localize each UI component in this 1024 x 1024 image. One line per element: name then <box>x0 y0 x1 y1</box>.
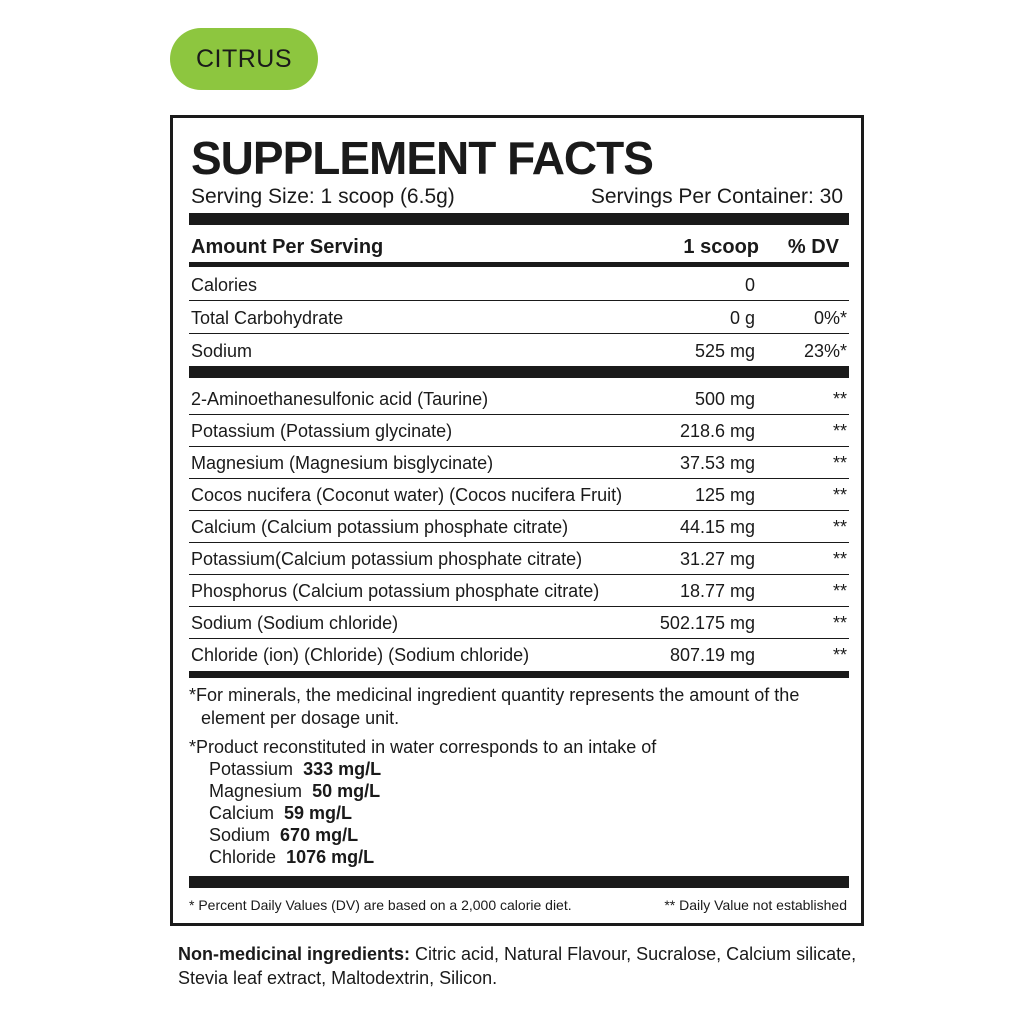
dv-footnote: * Percent Daily Values (DV) are based on a 2,000 calorie diet. <box>189 897 572 913</box>
reconstituted-value: 1076 mg/L <box>286 847 375 867</box>
ingredient-name: Cocos nucifera (Coconut water) (Cocos nucifera Fruit) <box>191 485 623 505</box>
thick-divider <box>189 213 849 225</box>
nutrient-row <box>189 303 849 333</box>
ingredient-dv: ** <box>832 389 847 409</box>
reconstituted-item <box>209 758 381 780</box>
ingredient-dv: ** <box>832 645 847 665</box>
reconstituted-value: 59 mg/L <box>284 803 353 823</box>
header-divider <box>189 262 849 267</box>
not-established-footnote: ** Daily Value not established <box>664 897 847 913</box>
ingredient-row <box>189 576 849 606</box>
servings-per-container: Servings Per Container: 30 <box>590 185 843 208</box>
ingredient-amount: 18.77 mg <box>679 581 755 601</box>
header-scoop: 1 scoop <box>683 236 759 258</box>
serving-size: Serving Size: 1 scoop (6.5g) <box>191 185 455 208</box>
ingredient-dv: ** <box>832 485 847 505</box>
nutrient-dv: 23%* <box>803 341 847 361</box>
thick-divider <box>189 671 849 678</box>
ingredient-dv: ** <box>832 453 847 473</box>
ingredient-row <box>189 448 849 478</box>
row-divider <box>189 333 849 334</box>
header-dv: % DV <box>787 236 839 258</box>
nutrient-name: Total Carbohydrate <box>191 308 344 328</box>
row-divider <box>189 414 849 415</box>
flavor-label: CITRUS <box>195 44 293 73</box>
ingredient-dv: ** <box>832 613 847 633</box>
row-divider <box>189 446 849 447</box>
ingredient-name: Phosphorus (Calcium potassium phosphate citrate) <box>191 581 600 601</box>
ingredient-name: Potassium (Potassium glycinate) <box>191 421 453 441</box>
ingredient-amount: 807.19 mg <box>669 645 755 665</box>
row-divider <box>189 542 849 543</box>
row-divider <box>189 638 849 639</box>
ingredient-dv: ** <box>832 549 847 569</box>
reconstituted-item <box>209 802 352 824</box>
ingredient-amount: 125 mg <box>694 485 755 505</box>
header-amount-per-serving: Amount Per Serving <box>191 236 384 258</box>
ingredient-name: Magnesium (Magnesium bisglycinate) <box>191 453 494 473</box>
row-divider <box>189 510 849 511</box>
ingredient-amount: 502.175 mg <box>659 613 755 633</box>
non-medicinal-text: Citric acid, Natural Flavour, Sucralose, Calcium silicate, <box>410 944 857 964</box>
minerals-note: *For minerals, the medicinal ingredient quantity represents the amount of the <box>189 685 800 705</box>
nutrient-row <box>189 336 849 366</box>
reconstituted-name: Chloride <box>209 847 277 867</box>
non-medicinal-text-continued: Stevia leaf extract, Maltodextrin, Silicon. <box>178 968 498 988</box>
reconstituted-item <box>209 846 374 868</box>
reconstituted-name: Calcium <box>209 803 275 823</box>
ingredient-row <box>189 384 849 414</box>
ingredient-row <box>189 608 849 638</box>
ingredient-name: Potassium(Calcium potassium phosphate citrate) <box>191 549 583 569</box>
ingredient-row <box>189 544 849 574</box>
ingredient-dv: ** <box>832 517 847 537</box>
ingredient-row <box>189 480 849 510</box>
row-divider <box>189 606 849 607</box>
reconstituted-value: 333 mg/L <box>303 759 382 779</box>
thick-divider <box>189 366 849 378</box>
reconstituted-value: 50 mg/L <box>312 781 381 801</box>
ingredient-amount: 37.53 mg <box>679 453 755 473</box>
nutrient-amount: 0 <box>744 275 755 295</box>
reconstituted-name: Magnesium <box>209 781 303 801</box>
ingredient-name: Sodium (Sodium chloride) <box>191 613 399 633</box>
ingredient-row <box>189 512 849 542</box>
reconstituted-item <box>209 780 380 802</box>
ingredient-name: 2-Aminoethanesulfonic acid (Taurine) <box>191 389 489 409</box>
nutrient-name: Sodium <box>191 341 253 361</box>
reconstituted-note: *Product reconstituted in water corresponds to an intake of <box>189 737 657 757</box>
nutrient-name: Calories <box>191 275 258 295</box>
ingredient-amount: 500 mg <box>694 389 755 409</box>
minerals-note-continued: element per dosage unit. <box>201 708 400 728</box>
nutrient-amount: 525 mg <box>694 341 755 361</box>
ingredient-row <box>189 640 849 670</box>
supplement-facts-panel <box>170 115 864 926</box>
flavor-badge <box>170 28 318 90</box>
reconstituted-name: Sodium <box>209 825 271 845</box>
ingredient-dv: ** <box>832 421 847 441</box>
nutrient-dv: 0%* <box>813 308 847 328</box>
ingredient-name: Chloride (ion) (Chloride) (Sodium chloride) <box>191 645 530 665</box>
row-divider <box>189 300 849 301</box>
reconstituted-value: 670 mg/L <box>280 825 359 845</box>
nutrient-row <box>189 270 849 300</box>
row-divider <box>189 478 849 479</box>
thick-divider <box>189 876 849 888</box>
non-medicinal-label: Non-medicinal ingredients: <box>178 944 411 964</box>
nutrient-amount: 0 g <box>729 308 755 328</box>
ingredient-row <box>189 416 849 446</box>
ingredient-amount: 218.6 mg <box>679 421 755 441</box>
row-divider <box>189 574 849 575</box>
non-medicinal-ingredients <box>178 942 858 990</box>
reconstituted-name: Potassium <box>209 759 294 779</box>
reconstituted-item <box>209 824 358 846</box>
ingredient-amount: 44.15 mg <box>679 517 755 537</box>
ingredient-amount: 31.27 mg <box>679 549 755 569</box>
ingredient-name: Calcium (Calcium potassium phosphate citrate) <box>191 517 569 537</box>
panel-title: SUPPLEMENT FACTS <box>191 132 653 184</box>
ingredient-dv: ** <box>832 581 847 601</box>
